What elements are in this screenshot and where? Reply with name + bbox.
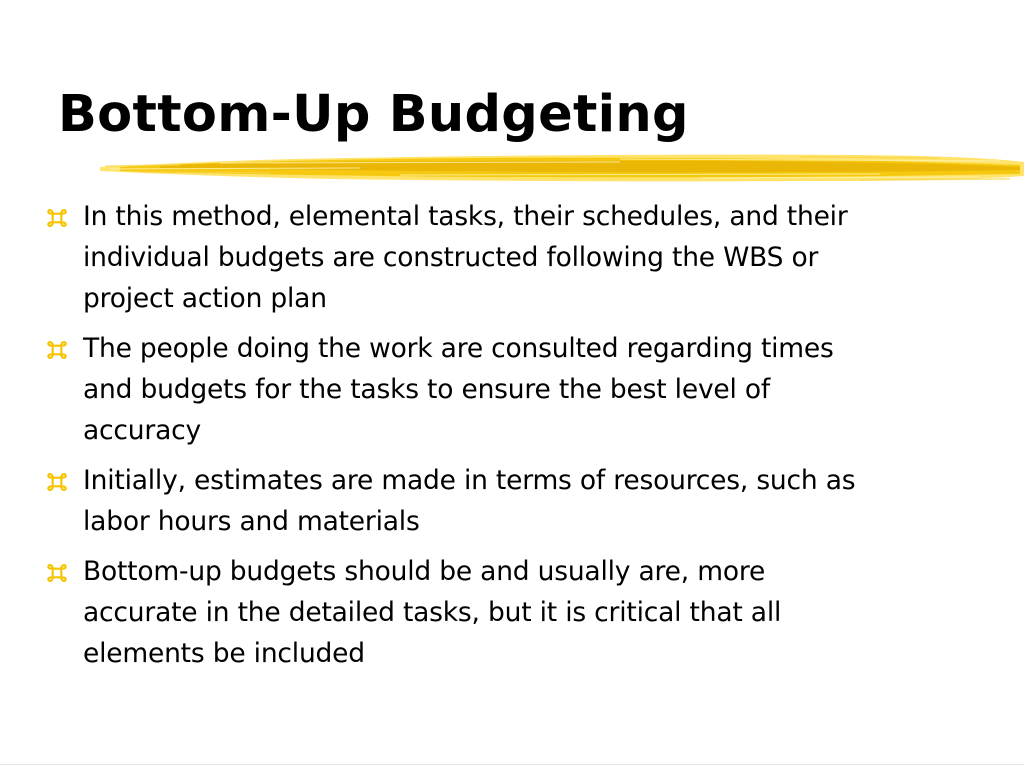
bullet-text: The people doing the work are consulted regarding times and budgets for the tasks to ensure the best level of accuracy (83, 333, 834, 446)
bullet-item (44, 551, 884, 674)
command-key-icon (44, 205, 70, 231)
command-key-icon (44, 337, 70, 363)
slide-title: Bottom-Up Budgeting (58, 85, 689, 144)
title-brush-underline (100, 146, 1024, 188)
bullet-item (44, 460, 884, 542)
bullet-item (44, 328, 884, 451)
bullet-text: In this method, elemental tasks, their schedules, and their individual budgets are constructed following the WBS or project action plan (83, 201, 848, 314)
command-key-icon (44, 560, 70, 586)
bullet-list (44, 196, 884, 683)
bullet-text: Bottom-up budgets should be and usually are, more accurate in the detailed tasks, but it is critical that all elements be included (83, 556, 782, 669)
bullet-item (44, 196, 884, 319)
bottom-divider (0, 764, 1024, 765)
command-key-icon (44, 469, 70, 495)
bullet-text: Initially, estimates are made in terms of resources, such as labor hours and materials (83, 465, 856, 537)
